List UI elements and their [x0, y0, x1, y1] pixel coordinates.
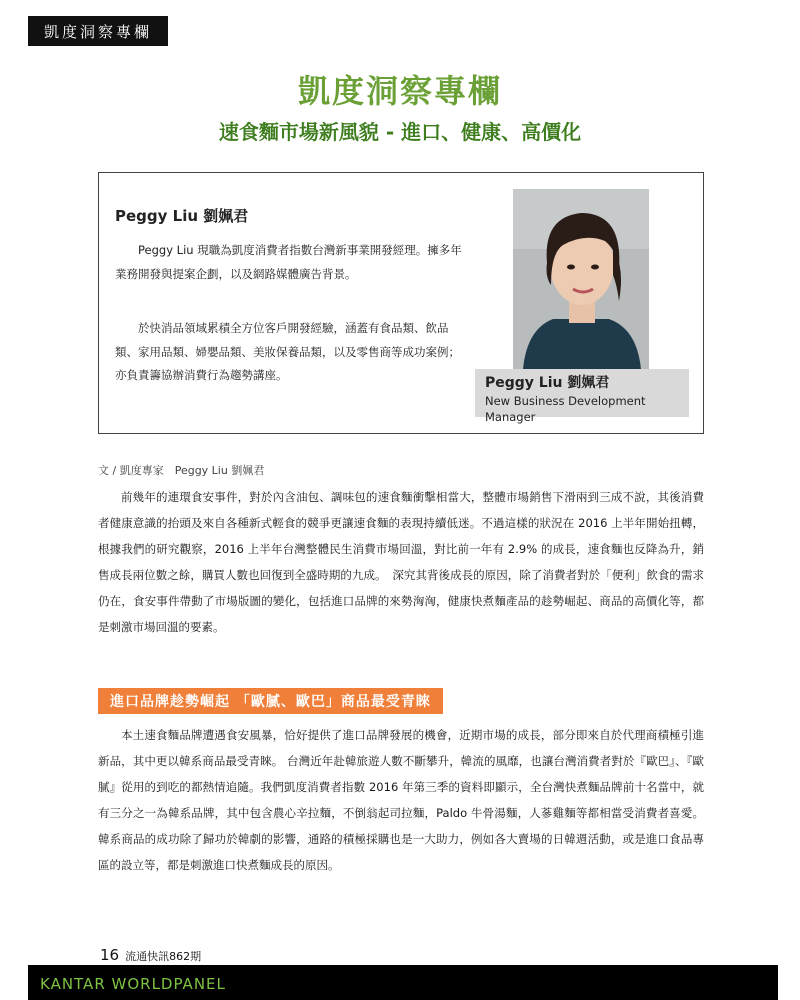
kantar-logo: KANTAR WORLDPANEL [40, 975, 226, 993]
section-header: 進口品牌趁勢崛起 「歐膩、歐巴」商品最受青睞 [98, 688, 443, 714]
column-tag: 凱度洞察專欄 [28, 16, 168, 46]
publication-name: 流通快訊862期 [125, 950, 202, 963]
photo-caption [475, 369, 689, 424]
author-profile-box [98, 172, 704, 434]
portrait-illustration [513, 189, 649, 369]
page-title: 凱度洞察專欄 [297, 72, 502, 110]
article-paragraph: 本土速食麵品牌遭遇食安風暴，恰好提供了進口品牌發展的機會，近期市場的成長，部分即來自於代理商積極引進新品，其中更以韓系商品最受青睞。 台灣近年赴韓旅遊人數不斷攀升，韓流的風靡，也讓台灣消費者對於『歐巴』、『歐膩』從用的到吃的都熱情追隨。我們凱度消費者指數 2016 年第三季的資料即顯示，全台灣快煮麵品牌前十名當中，就有三分之一為韓系品牌，其中包含農心辛拉麵，不倒翁起司拉麵，Paldo 牛骨湯麵，人蔘雞麵等都相當受消費者喜愛。韓系商品的成功除了歸功於韓劇的影響，通路的積極採購也是一大助力，例如各大賣場的日韓週活動，或是進口食品專區的設立等，都是刺激進口快煮麵成長的原因。 [98, 728, 704, 872]
caption-job-title: New Business Development Manager [485, 394, 646, 424]
page-number: 16 [100, 946, 120, 964]
profile-paragraph: Peggy Liu 現職為凱度消費者指數台灣新事業開發經理。擁多年業務開發與提案企劃，以及網路媒體廣告背景。 [115, 243, 462, 281]
caption-name: Peggy Liu 劉姵君 [485, 375, 610, 391]
author-photo [513, 189, 649, 369]
page-info [100, 946, 201, 964]
article-subtitle: 速食麵市場新風貌 - 進口、健康、高價化 [218, 120, 582, 144]
article-paragraph: 前幾年的連環食安事件，對於內含油包、調味包的速食麵衝擊相當大，整體市場銷售下滑兩到三成不說，其後消費者健康意識的抬頭及來自各種新式輕食的競爭更讓速食麵的表現持續低迷。不過這樣的狀況在 2016 上半年開始扭轉，根據我們的研究觀察，2016 上半年台灣整體民生消費市場回溫，對比前一年有 2.9% 的成長，速食麵也反降為升，銷售成長兩位數之餘，購買人數也回復到全盛時期的九成。 深究其背後成長的原因，除了消費者對於「便利」飲食的需求仍在，食安事件帶動了市場版圖的變化，包括進口品牌的來勢洶洶，健康快煮麵產品的趁勢崛起、商品的高價化等，都是刺激市場回溫的要素。 [98, 490, 704, 634]
footer-bar [28, 965, 778, 1000]
byline: 文 / 凱度專家 Peggy Liu 劉姵君 [98, 464, 265, 477]
profile-paragraph: 於快消品領域累積全方位客戶開發經驗，涵蓋有食品類、飲品類、家用品類、婦嬰品類、美妝保養品類，以及零售商等成功案例；亦負責籌協辦消費行為趨勢講座。 [115, 321, 460, 382]
profile-name: Peggy Liu 劉姵君 [115, 207, 249, 225]
